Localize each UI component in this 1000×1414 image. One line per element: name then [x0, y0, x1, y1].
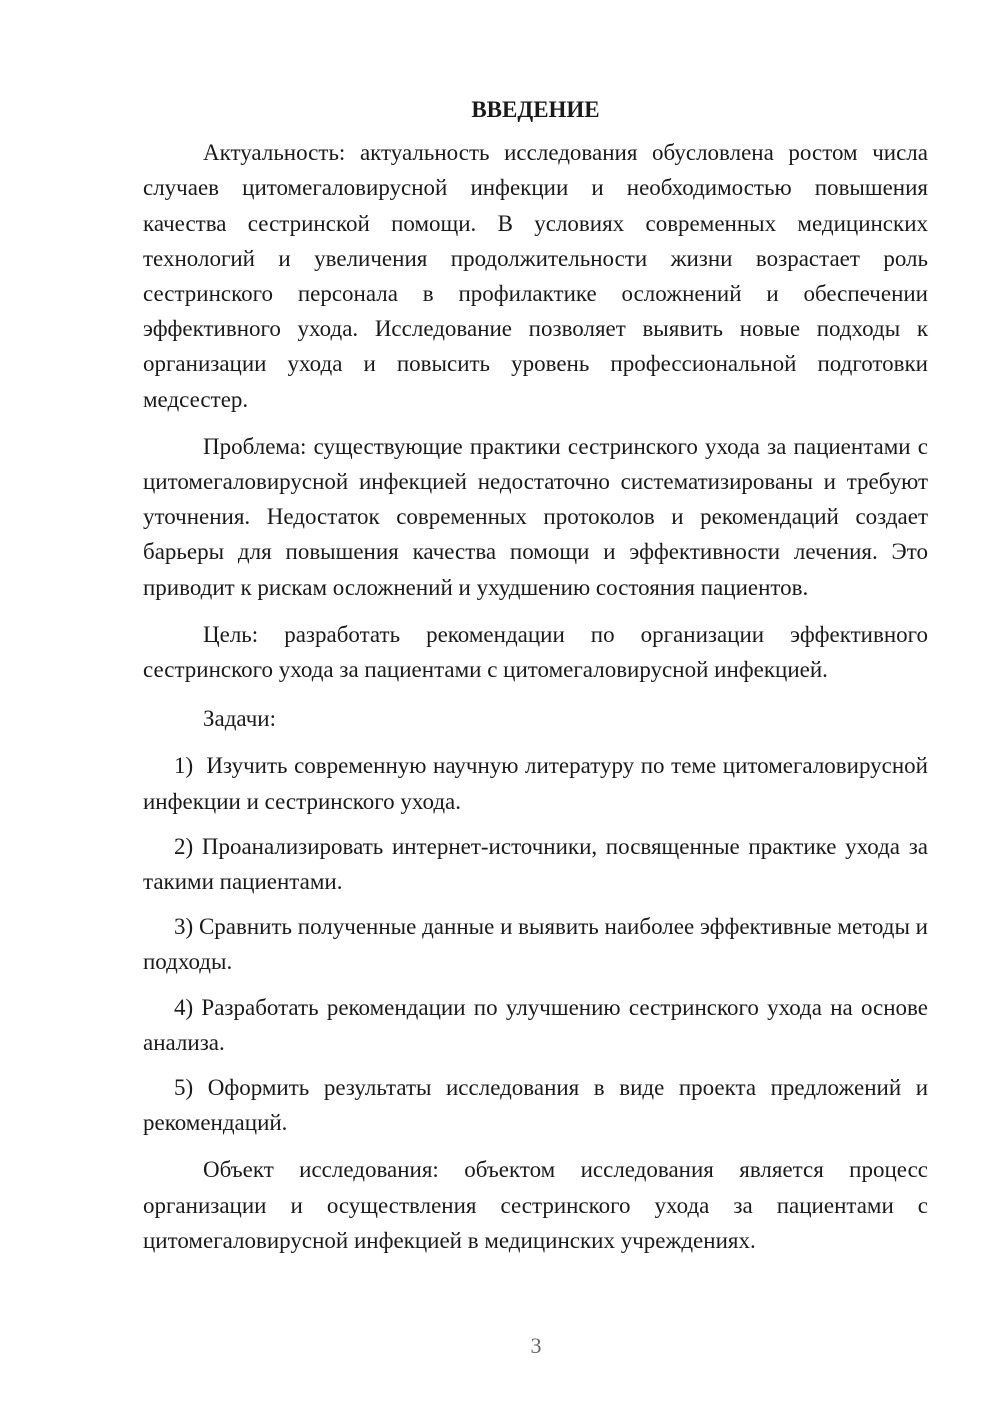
- document-page: [143, 92, 928, 1258]
- goal-paragraph: Цель: разработать рекомендации по организации эффективного сестринского ухода за пациентами с цитомегаловирусной инфекцией.: [143, 621, 928, 683]
- tasks-heading: Задачи:: [203, 706, 276, 732]
- task-item: 3) Сравнить полученные данные и выявить наиболее эффективные методы и подходы.: [143, 914, 928, 975]
- page-number: 3: [530, 1333, 542, 1358]
- relevance-paragraph: Актуальность: актуальность исследования обусловлена ростом числа случаев цитомегаловирусной инфекции и необходимостью повышения качества сестринской помощи. В условиях современных медицинских технологий и увеличения продолжительности жизни возрастает роль сестринского персонала в профилактике осложнений и обеспечении эффективного ухода. Исследование позволяет выявить новые подходы к организации ухода и повысить уровень профессиональной подготовки медсестер.: [143, 140, 928, 412]
- task-item: 1) Изучить современную научную литературу по теме цитомегаловирусной инфекции и сестринского ухода.: [143, 753, 928, 814]
- problem-paragraph: Проблема: существующие практики сестринского ухода за пациентами с цитомегаловирусной инфекцией недостаточно систематизированы и требуют уточнения. Недостаток современных протоколов и рекомендаций создает барьеры для повышения качества помощи и эффективности лечения. Это приводит к рискам осложнений и ухудшению состояния пациентов.: [143, 433, 928, 600]
- task-item: 4) Разработать рекомендации по улучшению сестринского ухода на основе анализа.: [143, 994, 928, 1055]
- object-paragraph: Объект исследования: объектом исследования является процесс организации и осуществления сестринского ухода за пациентами с цитомегаловирусной инфекцией в медицинских учреждениях.: [143, 1157, 928, 1253]
- task-item: 5) Оформить результаты исследования в виде проекта предложений и рекомендаций.: [143, 1075, 928, 1136]
- section-title: ВВЕДЕНИЕ: [471, 97, 600, 122]
- task-item: 2) Проанализировать интернет-источники, посвященные практике ухода за такими пациентами.: [143, 833, 928, 895]
